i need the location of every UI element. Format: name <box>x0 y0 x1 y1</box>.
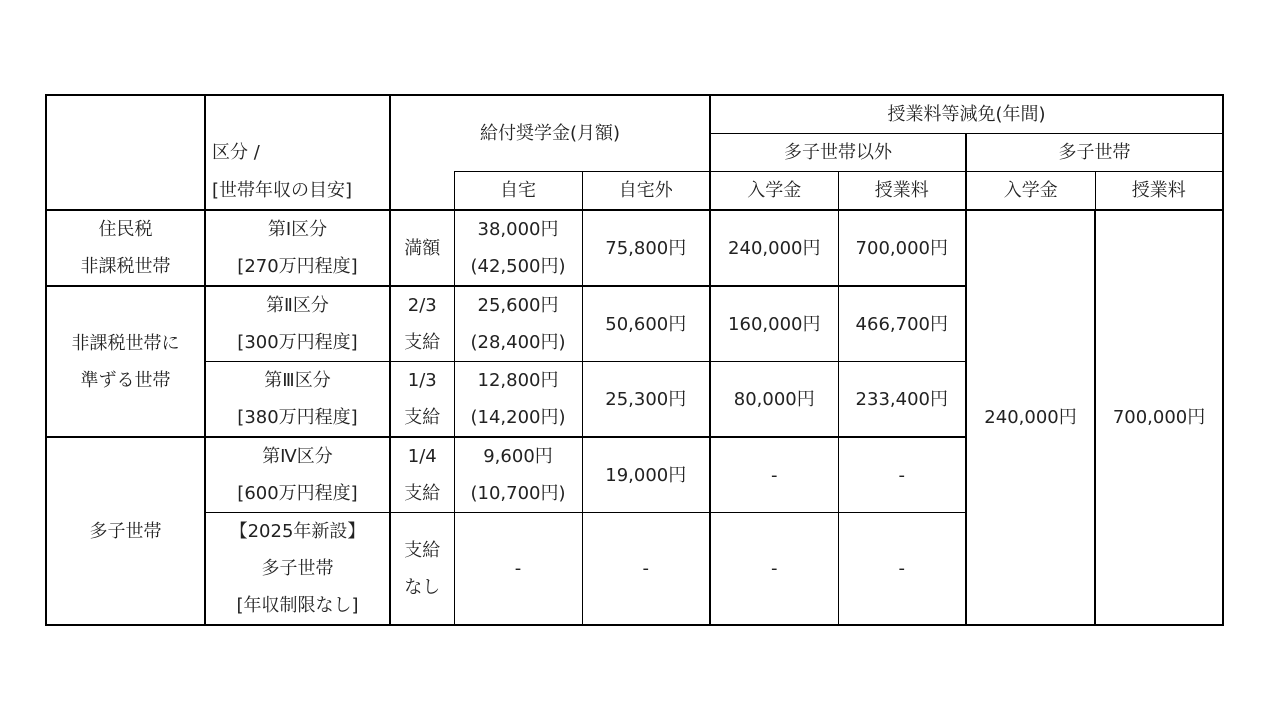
group-label-tashi: 多子世帯 <box>46 437 205 625</box>
nyugakukin-cell: 240,000円 <box>710 210 838 286</box>
tashi-jugyoryo-cell: 700,000円 <box>1095 210 1223 625</box>
jitaku-cell: 25,600円 (28,400円) <box>454 286 582 362</box>
nyugakukin-cell: 80,000円 <box>710 362 838 438</box>
ratio-cell: 満額 <box>390 210 454 286</box>
jitaku-cell: 12,800円 (14,200円) <box>454 362 582 438</box>
header-kubun-top <box>205 95 390 134</box>
header-jitakugai: 自宅外 <box>582 172 710 211</box>
header-kubun-line1: 区分 / <box>205 134 390 172</box>
nyugakukin-cell: 160,000円 <box>710 286 838 362</box>
header-tashi-igai: 多子世帯以外 <box>710 134 966 172</box>
jitaku-cell: 9,600円 (10,700円) <box>454 437 582 513</box>
jugyoryo-cell: 700,000円 <box>838 210 966 286</box>
tashi-nyugakukin-cell: 240,000円 <box>966 210 1095 625</box>
jugyoryo-cell: 466,700円 <box>838 286 966 362</box>
header-nyugakukin-2: 入学金 <box>966 172 1095 211</box>
kubun-cell: 【2025年新設】 多子世帯 [年収制限なし] <box>205 513 390 626</box>
jitakugai-cell: - <box>582 513 710 626</box>
jugyoryo-cell: - <box>838 513 966 626</box>
scholarship-table-container <box>45 94 1224 626</box>
kubun-cell: 第Ⅳ区分 [600万円程度] <box>205 437 390 513</box>
jugyoryo-cell: - <box>838 437 966 513</box>
header-jitaku: 自宅 <box>454 172 582 211</box>
header-jugyoryo-2: 授業料 <box>1095 172 1223 211</box>
header-nyugakukin-1: 入学金 <box>710 172 838 211</box>
header-ratio-empty <box>390 172 454 211</box>
header-empty-corner <box>46 95 205 134</box>
header-empty-corner-3 <box>46 172 205 211</box>
jitakugai-cell: 19,000円 <box>582 437 710 513</box>
scholarship-table <box>45 94 1224 626</box>
jitakugai-cell: 50,600円 <box>582 286 710 362</box>
kubun-cell: 第Ⅲ区分 [380万円程度] <box>205 362 390 438</box>
ratio-cell: 2/3 支給 <box>390 286 454 362</box>
kubun-cell: 第Ⅰ区分 [270万円程度] <box>205 210 390 286</box>
nyugakukin-cell: - <box>710 513 838 626</box>
ratio-cell: 1/4 支給 <box>390 437 454 513</box>
table-row <box>46 210 1223 286</box>
nyugakukin-cell: - <box>710 437 838 513</box>
jitakugai-cell: 75,800円 <box>582 210 710 286</box>
ratio-cell: 支給 なし <box>390 513 454 626</box>
ratio-cell: 1/3 支給 <box>390 362 454 438</box>
header-empty-corner-2 <box>46 134 205 172</box>
header-tashi: 多子世帯 <box>966 134 1223 172</box>
group-label-hikazei: 住民税 非課税世帯 <box>46 210 205 286</box>
jitaku-cell: 38,000円 (42,500円) <box>454 210 582 286</box>
header-jugyoryo-genmen: 授業料等減免(年間) <box>710 95 1223 134</box>
header-kubun-line2: [世帯年収の目安] <box>205 172 390 211</box>
kubun-cell: 第Ⅱ区分 [300万円程度] <box>205 286 390 362</box>
header-kyufu: 給付奨学金(月額) <box>390 95 710 172</box>
jitaku-cell: - <box>454 513 582 626</box>
jugyoryo-cell: 233,400円 <box>838 362 966 438</box>
header-jugyoryo-1: 授業料 <box>838 172 966 211</box>
group-label-junzuru: 非課税世帯に 準ずる世帯 <box>46 286 205 437</box>
jitakugai-cell: 25,300円 <box>582 362 710 438</box>
